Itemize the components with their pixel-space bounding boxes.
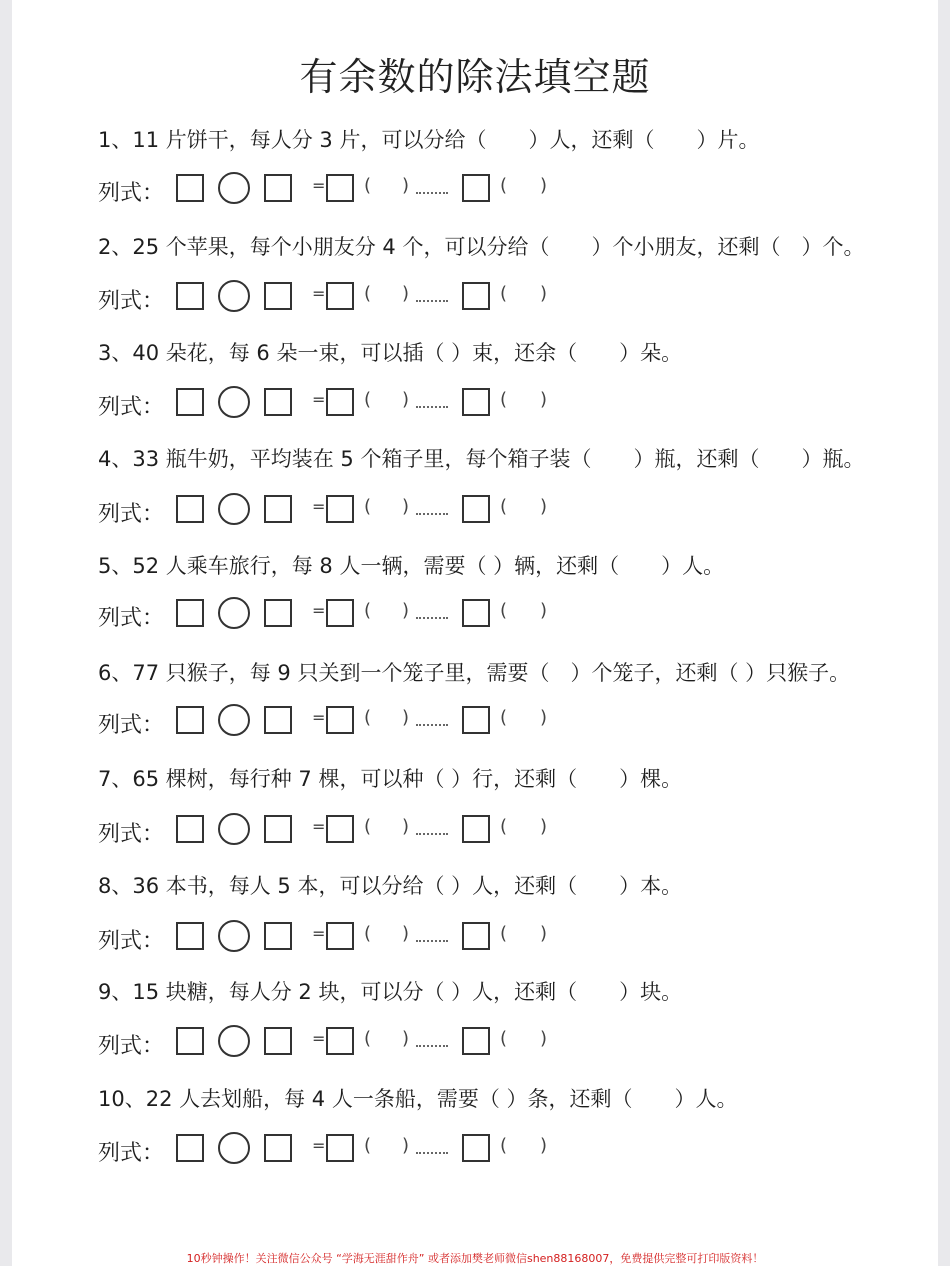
open-paren: ( (500, 175, 508, 196)
open-paren: ( (500, 707, 508, 728)
formula-row (98, 386, 658, 420)
quotient-box[interactable] (326, 174, 354, 202)
remainder-dots (416, 940, 448, 942)
dividend-box[interactable] (176, 922, 204, 950)
question-text: 2、25 个苹果，每个小朋友分 4 个，可以分给（ ）个小朋友，还剩（ ）个。 (98, 235, 865, 259)
close-paren: ) (402, 600, 410, 621)
dividend-box[interactable] (176, 1134, 204, 1162)
quotient-box[interactable] (326, 388, 354, 416)
remainder-dots (416, 833, 448, 835)
formula-row (98, 1025, 658, 1059)
operator-circle[interactable] (218, 172, 250, 204)
remainder-dots (416, 1152, 448, 1154)
divisor-box[interactable] (264, 922, 292, 950)
dividend-box[interactable] (176, 388, 204, 416)
remainder-box[interactable] (462, 922, 490, 950)
divisor-box[interactable] (264, 388, 292, 416)
operator-circle[interactable] (218, 597, 250, 629)
open-paren: ( (500, 600, 508, 621)
dividend-box[interactable] (176, 495, 204, 523)
open-paren: ( (364, 707, 372, 728)
formula-label: 列式： (98, 502, 165, 527)
open-paren: ( (500, 1028, 508, 1049)
formula-row (98, 493, 658, 527)
formula-row (98, 920, 658, 954)
formula-row (98, 813, 658, 847)
remainder-dots (416, 724, 448, 726)
question-text: 4、33 瓶牛奶，平均装在 5 个箱子里，每个箱子装（ ）瓶，还剩（ ）瓶。 (98, 447, 865, 471)
formula-label: 列式： (98, 822, 165, 847)
formula-label: 列式： (98, 1034, 165, 1059)
formula-label: 列式： (98, 929, 165, 954)
operator-circle[interactable] (218, 813, 250, 845)
formula-row (98, 704, 658, 738)
operator-circle[interactable] (218, 493, 250, 525)
quotient-box[interactable] (326, 1134, 354, 1162)
quotient-box[interactable] (326, 706, 354, 734)
dividend-box[interactable] (176, 174, 204, 202)
close-paren: ) (540, 175, 548, 196)
divisor-box[interactable] (264, 174, 292, 202)
remainder-box[interactable] (462, 495, 490, 523)
formula-row (98, 1132, 658, 1166)
remainder-dots (416, 1045, 448, 1047)
equals-sign: = (312, 924, 326, 943)
open-paren: ( (500, 816, 508, 837)
close-paren: ) (540, 496, 548, 517)
close-paren: ) (402, 707, 410, 728)
quotient-box[interactable] (326, 599, 354, 627)
dividend-box[interactable] (176, 599, 204, 627)
question-text: 8、36 本书，每人 5 本，可以分给（ ）人，还剩（ ）本。 (98, 874, 683, 898)
close-paren: ) (402, 175, 410, 196)
divisor-box[interactable] (264, 815, 292, 843)
dividend-box[interactable] (176, 706, 204, 734)
dividend-box[interactable] (176, 282, 204, 310)
operator-circle[interactable] (218, 920, 250, 952)
quotient-box[interactable] (326, 1027, 354, 1055)
quotient-box[interactable] (326, 282, 354, 310)
open-paren: ( (500, 1135, 508, 1156)
formula-label: 列式： (98, 713, 165, 738)
equals-sign: = (312, 497, 326, 516)
dividend-box[interactable] (176, 1027, 204, 1055)
operator-circle[interactable] (218, 1132, 250, 1164)
formula-label: 列式： (98, 1141, 165, 1166)
quotient-box[interactable] (326, 922, 354, 950)
formula-label: 列式： (98, 289, 165, 314)
remainder-dots (416, 192, 448, 194)
quotient-box[interactable] (326, 815, 354, 843)
remainder-box[interactable] (462, 815, 490, 843)
close-paren: ) (402, 496, 410, 517)
equals-sign: = (312, 284, 326, 303)
question-text: 7、65 棵树，每行种 7 棵，可以种（ ）行，还剩（ ）棵。 (98, 767, 683, 791)
dividend-box[interactable] (176, 815, 204, 843)
question-text: 3、40 朵花，每 6 朵一束，可以插（ ）束，还余（ ）朵。 (98, 341, 683, 365)
open-paren: ( (364, 175, 372, 196)
open-paren: ( (364, 923, 372, 944)
open-paren: ( (364, 1028, 372, 1049)
equals-sign: = (312, 708, 326, 727)
question-text: 9、15 块糖，每人分 2 块，可以分（ ）人，还剩（ ）块。 (98, 980, 683, 1004)
operator-circle[interactable] (218, 386, 250, 418)
equals-sign: = (312, 817, 326, 836)
formula-label: 列式： (98, 395, 165, 420)
close-paren: ) (540, 1028, 548, 1049)
open-paren: ( (364, 283, 372, 304)
divisor-box[interactable] (264, 706, 292, 734)
open-paren: ( (364, 496, 372, 517)
close-paren: ) (540, 707, 548, 728)
close-paren: ) (540, 283, 548, 304)
operator-circle[interactable] (218, 704, 250, 736)
remainder-box[interactable] (462, 1027, 490, 1055)
close-paren: ) (402, 923, 410, 944)
open-paren: ( (500, 389, 508, 410)
divisor-box[interactable] (264, 1134, 292, 1162)
remainder-box[interactable] (462, 282, 490, 310)
open-paren: ( (364, 1135, 372, 1156)
formula-label: 列式： (98, 606, 165, 631)
divisor-box[interactable] (264, 1027, 292, 1055)
remainder-box[interactable] (462, 1134, 490, 1162)
operator-circle[interactable] (218, 1025, 250, 1057)
close-paren: ) (402, 389, 410, 410)
close-paren: ) (540, 923, 548, 944)
close-paren: ) (402, 283, 410, 304)
remainder-dots (416, 406, 448, 408)
footer-note: 10秒钟操作！关注微信公众号 “学海无涯甜作舟” 或者添加樊老师微信shen88168007，免费提供完整可打印版资料！ (186, 1252, 764, 1265)
question-text: 10、22 人去划船，每 4 人一条船，需要（ ）条，还剩（ ）人。 (98, 1087, 738, 1111)
operator-circle[interactable] (218, 280, 250, 312)
remainder-box[interactable] (462, 706, 490, 734)
equals-sign: = (312, 176, 326, 195)
divisor-box[interactable] (264, 495, 292, 523)
close-paren: ) (540, 600, 548, 621)
formula-row (98, 280, 658, 314)
equals-sign: = (312, 1029, 326, 1048)
equals-sign: = (312, 390, 326, 409)
formula-row (98, 172, 658, 206)
open-paren: ( (364, 389, 372, 410)
equals-sign: = (312, 601, 326, 620)
quotient-box[interactable] (326, 495, 354, 523)
open-paren: ( (364, 816, 372, 837)
divisor-box[interactable] (264, 599, 292, 627)
remainder-box[interactable] (462, 174, 490, 202)
close-paren: ) (540, 1135, 548, 1156)
remainder-dots (416, 617, 448, 619)
close-paren: ) (540, 816, 548, 837)
close-paren: ) (402, 816, 410, 837)
formula-label: 列式： (98, 181, 165, 206)
open-paren: ( (500, 496, 508, 517)
formula-row (98, 597, 658, 631)
remainder-dots (416, 513, 448, 515)
remainder-box[interactable] (462, 388, 490, 416)
open-paren: ( (500, 283, 508, 304)
question-text: 6、77 只猴子，每 9 只关到一个笼子里，需要（ ）个笼子，还剩（ ）只猴子。 (98, 661, 851, 685)
open-paren: ( (364, 600, 372, 621)
divisor-box[interactable] (264, 282, 292, 310)
remainder-box[interactable] (462, 599, 490, 627)
equals-sign: = (312, 1136, 326, 1155)
open-paren: ( (500, 923, 508, 944)
page-title: 有余数的除法填空题 (299, 55, 651, 99)
question-text: 1、11 片饼干，每人分 3 片，可以分给（ ）人，还剩（ ）片。 (98, 128, 760, 152)
close-paren: ) (402, 1028, 410, 1049)
question-text: 5、52 人乘车旅行，每 8 人一辆，需要（ ）辆，还剩（ ）人。 (98, 554, 725, 578)
remainder-dots (416, 300, 448, 302)
close-paren: ) (402, 1135, 410, 1156)
close-paren: ) (540, 389, 548, 410)
